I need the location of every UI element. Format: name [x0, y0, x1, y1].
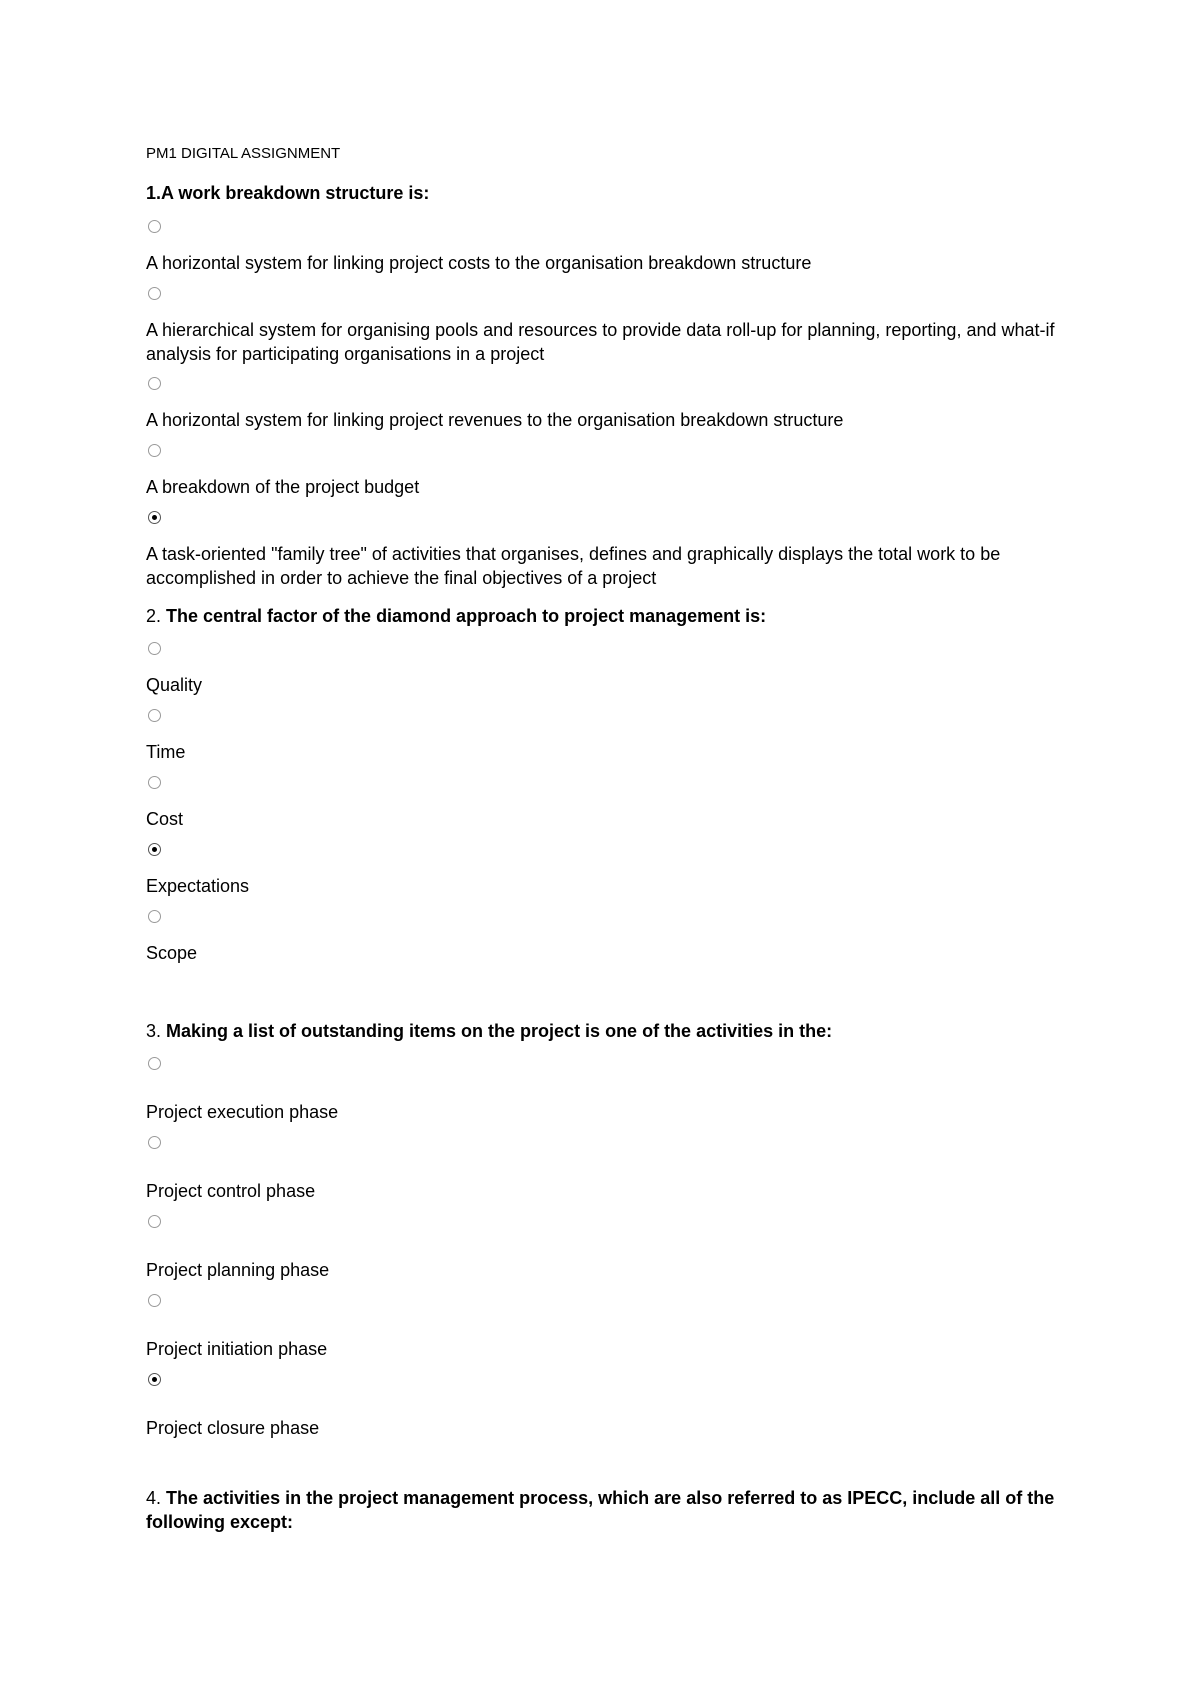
radio-option[interactable]	[148, 709, 161, 722]
option-label: A horizontal system for linking project costs to the organisation breakdown structure	[146, 253, 812, 273]
radio-option[interactable]	[148, 287, 161, 300]
radio-option[interactable]	[148, 377, 161, 390]
radio-option[interactable]	[148, 1294, 161, 1307]
question-3	[146, 1019, 1086, 1043]
option-label: Project execution phase	[146, 1102, 339, 1122]
question-text: The central factor of the diamond approach to project management is:	[166, 606, 767, 626]
radio-option-selected[interactable]	[148, 1373, 161, 1386]
question-2	[146, 604, 1086, 628]
question-text: Making a list of outstanding items on the project is one of the activities in the:	[166, 1021, 833, 1041]
question-number: 2.	[146, 606, 162, 626]
radio-option[interactable]	[148, 444, 161, 457]
question-text: A work breakdown structure is:	[161, 183, 430, 203]
option-label: Quality	[146, 675, 203, 695]
radio-option[interactable]	[148, 1215, 161, 1228]
radio-option-selected[interactable]	[148, 843, 161, 856]
radio-option[interactable]	[148, 1136, 161, 1149]
question-text: The activities in the project management process, which are also referred to as IPECC, include all of the following except:	[146, 1488, 1055, 1532]
radio-option[interactable]	[148, 776, 161, 789]
option-label: Time	[146, 742, 186, 762]
radio-option-selected[interactable]	[148, 511, 161, 524]
question-number: 1.	[146, 183, 162, 203]
question-number: 4.	[146, 1488, 162, 1508]
option-label: A hierarchical system for organising pools and resources to provide data roll-up for planning, reporting, and what-if analysis for participating organisations in a project	[146, 320, 1055, 364]
option-label: Scope	[146, 943, 198, 963]
option-label: Project closure phase	[146, 1418, 320, 1438]
question-1	[146, 181, 1086, 205]
radio-option[interactable]	[148, 220, 161, 233]
option-label: A horizontal system for linking project revenues to the organisation breakdown structure	[146, 410, 844, 430]
option-label: A breakdown of the project budget	[146, 477, 420, 497]
radio-option[interactable]	[148, 642, 161, 655]
option-label: Project control phase	[146, 1181, 316, 1201]
option-label: Project planning phase	[146, 1260, 330, 1280]
option-label: A task-oriented "family tree" of activities that organises, defines and graphically displays the total work to be accomplished in order to achieve the final objectives of a project	[146, 544, 1001, 588]
radio-option[interactable]	[148, 1057, 161, 1070]
option-label: Cost	[146, 809, 184, 829]
document-title: PM1 DIGITAL ASSIGNMENT	[146, 145, 341, 162]
option-label: Project initiation phase	[146, 1339, 328, 1359]
radio-option[interactable]	[148, 910, 161, 923]
option-label: Expectations	[146, 876, 250, 896]
question-number: 3.	[146, 1021, 162, 1041]
question-4	[146, 1486, 1086, 1534]
